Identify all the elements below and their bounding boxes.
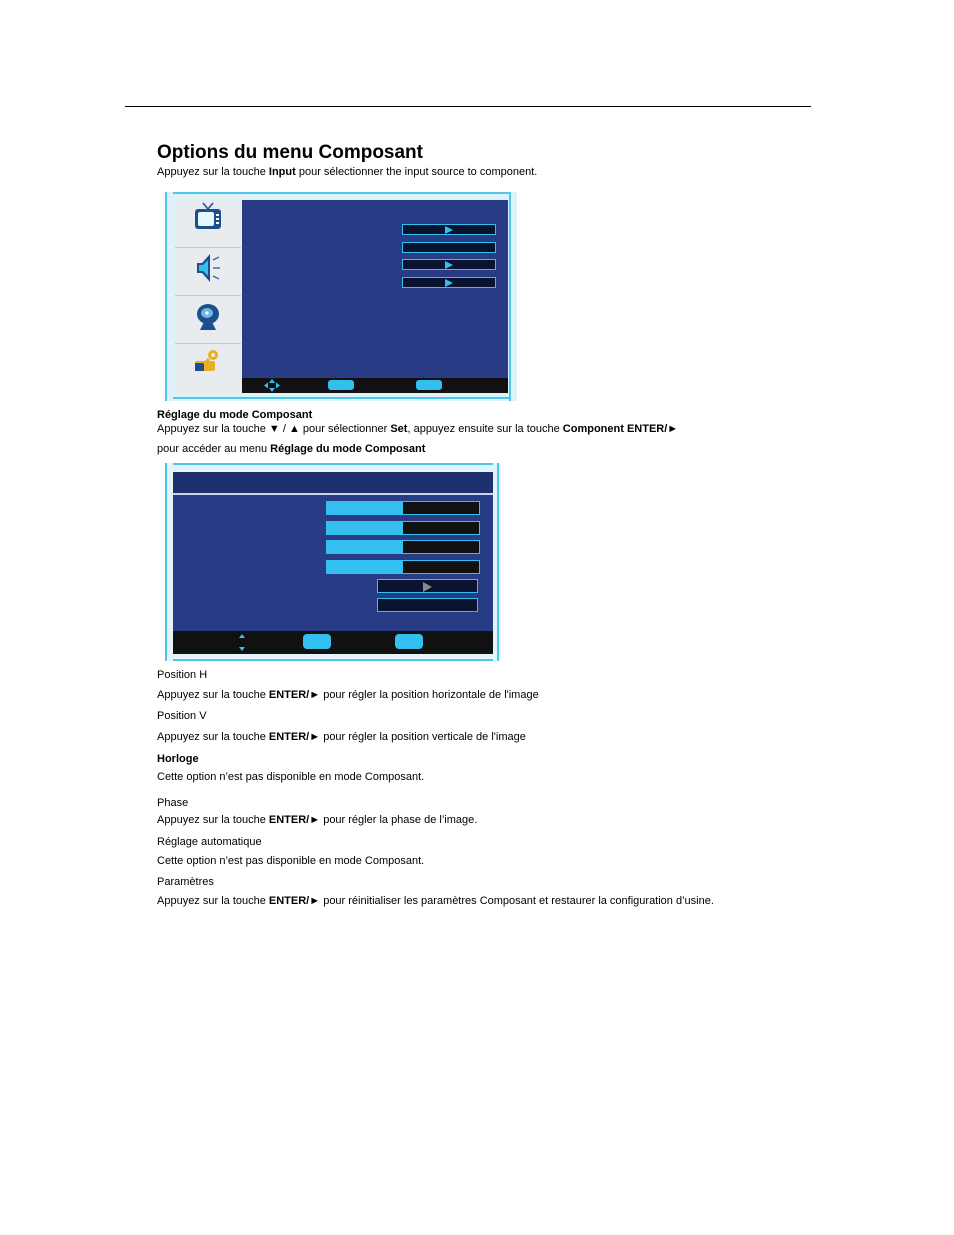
- tools-icon: [175, 344, 241, 392]
- osd-option-bar: [402, 224, 496, 235]
- osd-slider: [326, 501, 480, 515]
- right-arrow-icon: [445, 226, 453, 234]
- item-description: Appuyez sur la touche ENTER/► pour régler la phase de l’image.: [157, 814, 478, 826]
- intro-text: Appuyez sur la touche Input pour sélectionner the input source to component.: [157, 166, 538, 178]
- osd-slider-fill: [327, 522, 403, 534]
- item-description: Cette option n’est pas disponible en mode Composant.: [157, 771, 425, 783]
- navigate-icon: [262, 378, 282, 393]
- osd-footer: [242, 378, 508, 393]
- osd-footer: [173, 631, 493, 654]
- osd-option-bar: [377, 598, 478, 612]
- button-icon: [416, 380, 442, 390]
- item-label: Réglage automatique: [157, 836, 262, 848]
- osd-component-mode-screenshot: [165, 463, 501, 661]
- osd-tab-picture: [175, 200, 241, 248]
- top-rule: [125, 106, 811, 107]
- section-instruction-line2: pour accéder au menu Réglage du mode Composant: [157, 443, 426, 455]
- osd-option-bar: [402, 277, 496, 288]
- osd-tab-sound: [175, 248, 241, 296]
- item-label: Position H: [157, 669, 208, 681]
- button-icon: [328, 380, 354, 390]
- osd-tab-channel: [175, 296, 241, 344]
- osd-panel-header: [173, 472, 493, 493]
- right-arrow-icon: [423, 582, 432, 592]
- item-label: Phase: [157, 797, 189, 809]
- tv-icon: [175, 200, 241, 248]
- item-label: Paramètres: [157, 876, 214, 888]
- osd-header-separator: [173, 493, 493, 495]
- button-icon: [395, 634, 423, 649]
- right-arrow-icon: [445, 279, 453, 287]
- item-description: Cette option n’est pas disponible en mode Composant.: [157, 855, 425, 867]
- osd-slider-fill: [327, 502, 403, 514]
- item-description: Appuyez sur la touche ENTER/► pour régler la position horizontale de l'image: [157, 689, 539, 701]
- right-arrow-icon: [445, 261, 453, 269]
- osd-option-bar: [377, 579, 478, 593]
- osd-option-bar: [402, 259, 496, 270]
- osd-tab-setup: [175, 344, 241, 392]
- section-heading: Réglage du mode Composant: [157, 409, 313, 421]
- osd-slider: [326, 521, 480, 535]
- osd-sidebar: [175, 200, 241, 393]
- item-label: Position V: [157, 710, 207, 722]
- osd-main-menu-screenshot: [165, 192, 517, 401]
- page-title: Options du menu Composant: [157, 142, 423, 163]
- item-label: Horloge: [157, 753, 199, 765]
- osd-slider: [326, 540, 480, 554]
- speaker-icon: [175, 248, 241, 296]
- item-description: Appuyez sur la touche ENTER/► pour réinitialiser les paramètres Composant et restaurer la configuration d’usine.: [157, 895, 714, 907]
- up-down-icon: [236, 631, 248, 654]
- osd-option-bar: [402, 242, 496, 253]
- item-description: Appuyez sur la touche ENTER/► pour régler la position verticale de l'image: [157, 731, 526, 743]
- osd-slider-fill: [327, 561, 403, 573]
- osd-slider-fill: [327, 541, 403, 553]
- osd-slider: [326, 560, 480, 574]
- satellite-dish-icon: [175, 296, 241, 344]
- section-instruction-line1: Appuyez sur la touche ▼ / ▲ pour sélectionner Set, appuyez ensuite sur la touche Component ENTER/►: [157, 423, 679, 435]
- button-icon: [303, 634, 331, 649]
